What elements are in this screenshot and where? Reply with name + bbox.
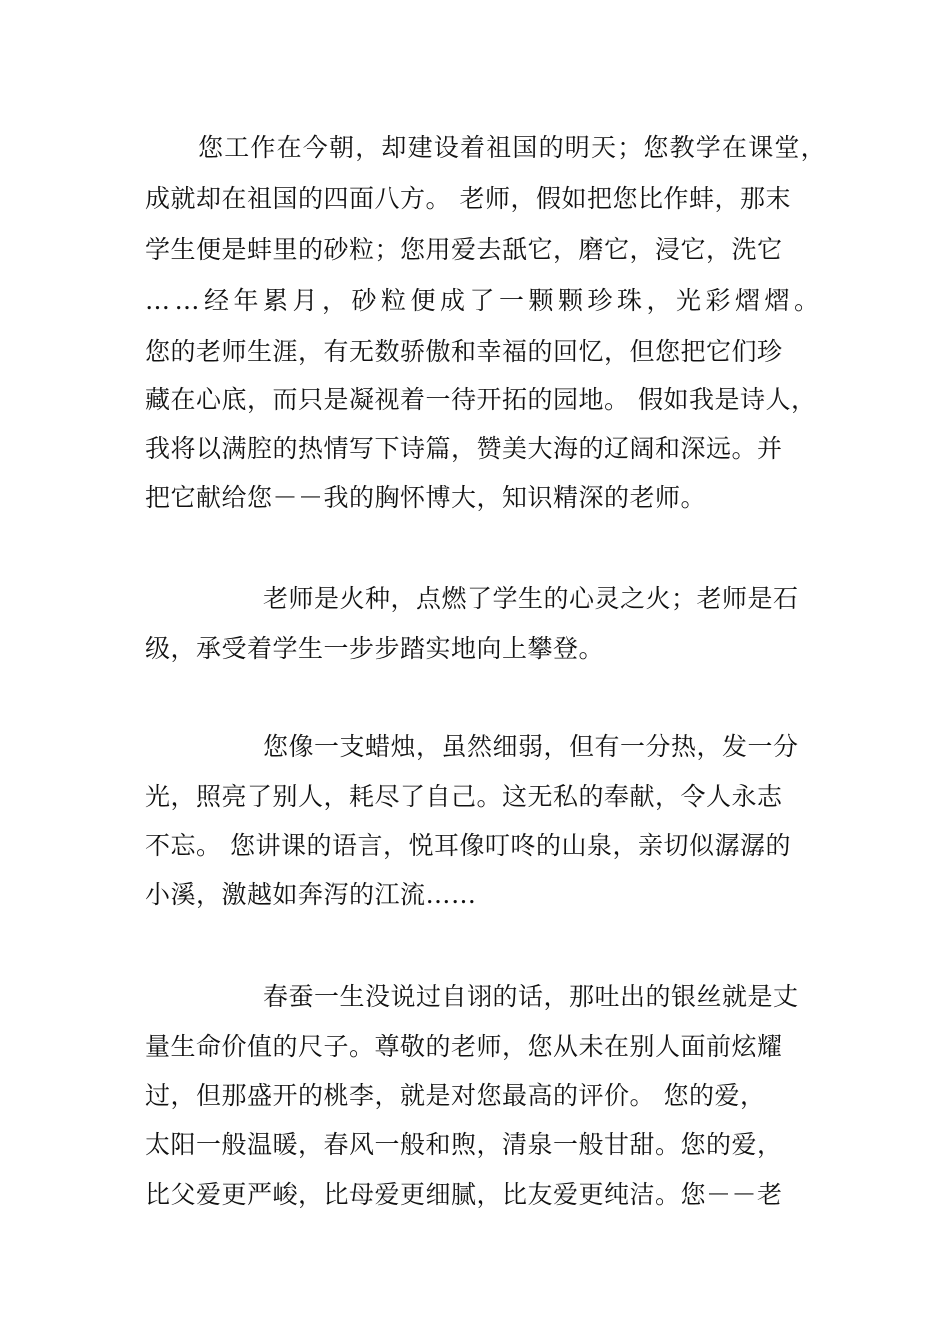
paragraph-1-line-1: 您工作在今朝，却建设着祖国的明天；您教学在课堂，: [198, 133, 827, 162]
paragraph-4-line-5: 比父爱更严峻，比母爱更细腻，比友爱更纯洁。您－－老: [145, 1180, 783, 1209]
paragraph-4-line-1: 春蚕一生没说过自诩的话，那吐出的银丝就是丈: [263, 982, 799, 1011]
paragraph-4-line-4: 太阳一般温暖，春风一般和煦，清泉一般甘甜。您的爱，: [145, 1130, 783, 1159]
paragraph-2-line-2: 级，承受着学生一步步踏实地向上攀登。: [145, 634, 605, 663]
paragraph-1-line-8: 把它献给您－－我的胸怀博大，知识精深的老师。: [145, 483, 707, 512]
paragraph-1-line-5: 您的老师生涯，有无数骄傲和幸福的回忆，但您把它们珍: [145, 337, 783, 366]
paragraph-1-line-3: 学生便是蚌里的砂粒；您用爱去舐它，磨它，浸它，洗它: [145, 235, 783, 264]
paragraph-4-line-2: 量生命价值的尺子。尊敬的老师，您从未在别人面前炫耀: [145, 1032, 783, 1061]
paragraph-3-line-4: 小溪，激越如奔泻的江流……: [145, 880, 477, 909]
paragraph-2-line-1: 老师是火种，点燃了学生的心灵之火；老师是石: [263, 584, 799, 613]
paragraph-1-line-6: 藏在心底，而只是凝视着一待开拓的园地。 假如我是诗人，: [145, 385, 817, 414]
paragraph-3-line-3: 不忘。 您讲课的语言，悦耳像叮咚的山泉，亲切似潺潺的: [145, 831, 791, 860]
paragraph-3-line-1: 您像一支蜡烛，虽然细弱，但有一分热，发一分: [263, 732, 799, 761]
paragraph-1-line-2: 成就却在祖国的四面八方。 老师，假如把您比作蚌，那末: [145, 184, 791, 213]
paragraph-1-line-7: 我将以满腔的热情写下诗篇，赞美大海的辽阔和深远。并: [145, 434, 783, 463]
paragraph-3-line-2: 光，照亮了别人，耗尽了自己。这无私的奉献，令人永志: [145, 782, 783, 811]
paragraph-4-line-3: 过，但那盛开的桃李，就是对您最高的评价。 您的爱，: [145, 1081, 766, 1110]
paragraph-1-line-4: ……经年累月，砂粒便成了一颗颗珍珠，光彩熠熠。: [145, 286, 824, 315]
